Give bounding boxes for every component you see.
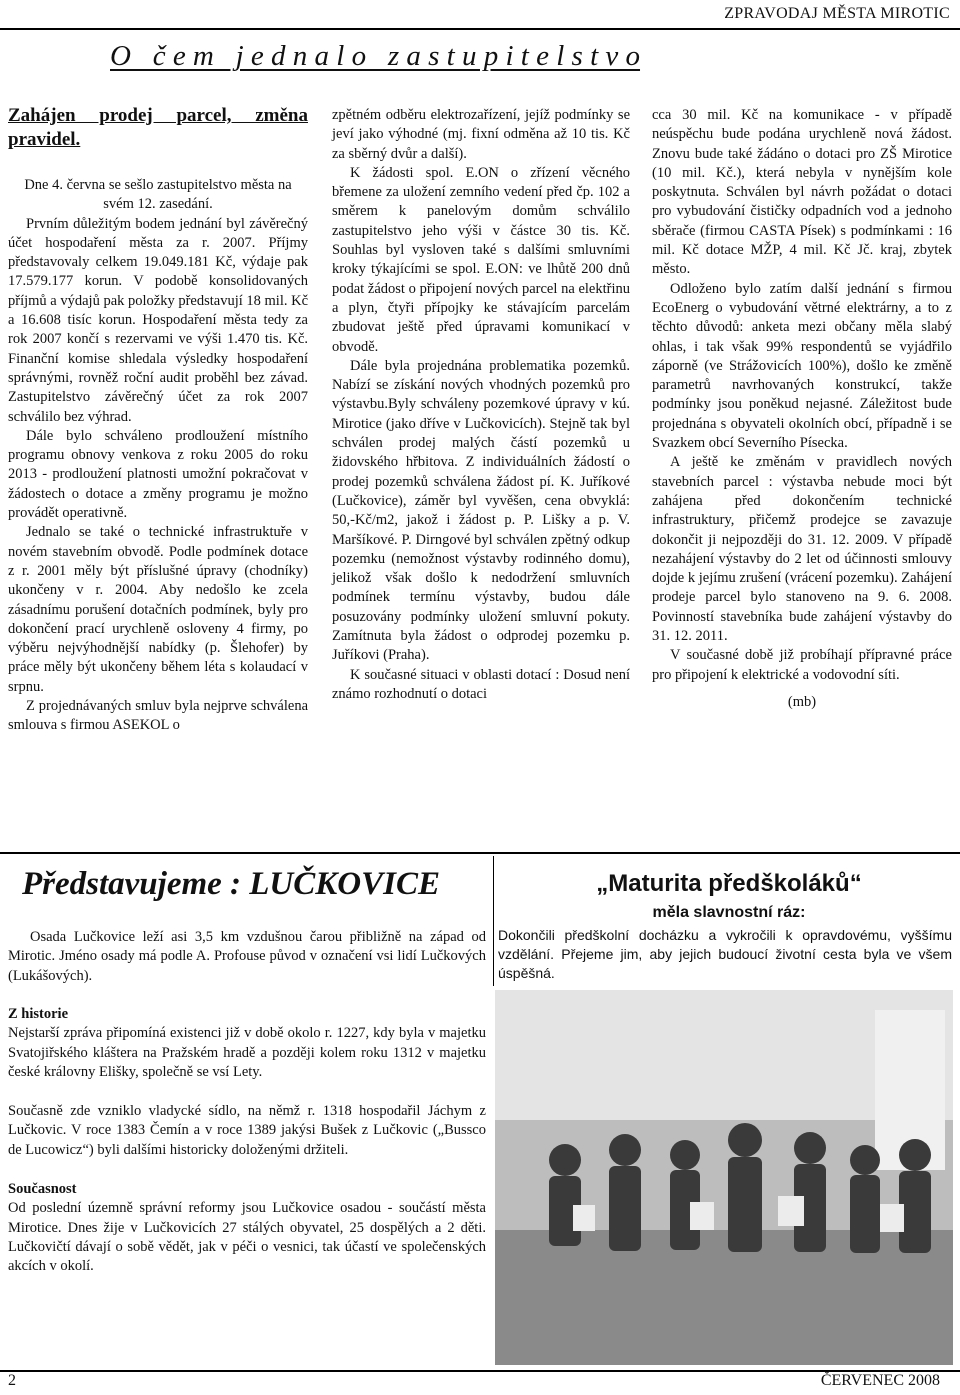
article1-col1 (8, 104, 308, 736)
article2-intro: Osada Lučkovice leží asi 3,5 km vzdušnou čarou přibližně na západ od Mirotic. Jméno osady má podle A. Profouse původ v označení vsi lidí Lučkových (Lukášových). (8, 929, 486, 984)
paragraph: zpětném odběru elektrozařízení, jejíž podmínky se jeví jako výhodné (mj. fixní odměna až 10 tis. Kč za sběrný dvůr a další). (332, 107, 630, 162)
article3-title: „Maturita předškoláků“ (596, 870, 862, 897)
section-title: O č e m j e d n a l o z a s t u p i t e l s t v o (110, 40, 641, 72)
issue-date: ČERVENEC 2008 (820, 1372, 940, 1389)
header-rule (0, 28, 960, 30)
paragraph: K žádosti spol. E.ON o zřízení věcného břemene za uložení zemního vedení před čp. 102 a směrem k panelovým domům schválilo zastupitelstvo jeho výši v částce 30 tis. Kč. Souhlas byl vysloven také s dalšími smluvními kroky týkajícími se spol. E.ON: ve lhůtě 200 dnů podat žádost o připojení nových parcel na elektřinu a plyn, čtyři přípojky ke stávajícím parcelám zbudovat ještě před úpravami komunikací v obvodě. (332, 164, 630, 355)
paragraph: Jednalo se také o technické infrastruktuře v novém stavebním obvodě. Podle podmínek dotace z r. 2001 měly být příslušné úpravy (chodníky) ukončeny v r. 2004. Aby nedošlo ke zcela zásadnímu porušení dotačních podmínek, byly pro dokončení prací urychleně osloveny 4 firmy, po výběru nejvýhodnější nabídky (p. Šlehofer) by práce měly být ukončeny během léta s kolaudací v srpnu. (8, 524, 308, 695)
article1-col2 (332, 106, 630, 704)
page-number: 2 (8, 1372, 16, 1389)
paragraph: Prvním důležitým bodem jednání byl závěrečný účet hospodaření města za r. 2007. Příjmy představovaly celkem 19.049.181 Kč, výdaje pak 17.579.177 korun. V podobě konsolidovaných příjmů a výdajů pak položky představují 18 mil. Kč a 16.608 tisíc korun. Hospodaření města tedy za rok 2007 končí s rezervami ve výši 1.470 tis. Kč. Finanční komise shledala výsledky hospodaření správnými, rovněž roční audit proběhl bez závad. Zastupitelstvo závěrečný účet za rok 2007 schválilo bez výhrad. (8, 215, 309, 425)
photo-illustration (495, 990, 953, 1365)
newsletter-name: ZPRAVODAJ MĚSTA MIROTIC (724, 5, 950, 22)
article1-title: Zahájen prodej parcel, změna pravidel. (8, 105, 308, 150)
paragraph: Dne 4. června se sešlo zastupitelstvo města na svém 12. zasedání. (24, 177, 292, 213)
article1-col3 (652, 106, 952, 712)
paragraph: cca 30 mil. Kč na komunikace - v případě neúspěchu bude podána urychleně nová žádost. Znovu bude také žádáno o dotaci pro ZŠ Mirotice (10 mil. Kč.), která nebyla v nynějším kole poskytnuta. Schválen byl návrh požádat o dotaci pro vybudování čističky odpadních vod a jednoho sběrače (firmou CASTA Písek) s podmínkami : 16 mil. Kč dotace MŽP, 4 mil. Kč Jč. kraj, zbytek město. (652, 107, 952, 278)
article3-body: Dokončili předškolní docházku a vykročili k opravdovému, vyššímu vzdělání. Přejeme jim, aby jejich budoucí životní cesta byla ve všem úspěšná. (498, 927, 952, 981)
paragraph: Dále byla projednána problematika pozemků. Nabízí se získání nových vhodných pozemků pro výstavbu.Byly schváleny pozemkové úpravy v kú. Mirotice (jako dříve v Lučkovicích). Stejně tak byl schválen prodej malých částí pozemků u židovského hřbitova. Z individuálních žádostí o prodej pozemků schválena žádost pí. K. Juříkové (Lučkovice), záměr byl vyvěšen, cena obvyklá: 50,-Kč/m2, jakož i žádost p. P. Lišky a p. V. Maršíkové. P. Dirngové byl schválen zpětný odkup pozemku (nemožnost výstavby rodinného domu), jelikož však došlo k nedodržení smluvních podmínek termínu výstavby, budou dále posuzovány podmínky uložení smluvní pokuty. Zamítnuta byla žádost o odprodej pozemku p. Juříkovi (Praha). (332, 357, 630, 664)
paragraph: V současné době již probíhají přípravné práce pro připojení k elektrické a vodovodní síti. (652, 647, 952, 683)
history-heading: Z historie (8, 1006, 69, 1022)
column-divider (493, 856, 494, 986)
article2-title: Představujeme : LUČKOVICE (22, 866, 440, 902)
section-divider (0, 852, 960, 854)
paragraph: A ještě ke změnám v pravidlech nových stavebních parcel : výstavba nebude moci být zahájena před dokončením technické infrastruktury, přičemž prodejce se zavazuje dokončit ji nejpozději do 31. 12. 2009. V případě nezahájení výstavby do 2 let od účinnosti smlouvy dojde k jejímu zrušení (vrácení pozemku). Zahájení prodeje parcel bylo stanoveno na 9. 6. 2008. Povinností stavebníka bude zahájení výstavby do 31. 12. 2011. (652, 454, 952, 645)
paragraph: Dále bylo schváleno prodloužení místního programu obnovy venkova z roku 2005 do roku 2013 - prodloužení platnosti umožní pokračovat v žádostech o dotace a změny programu je možno provádět operativně. (8, 427, 308, 522)
article3-subtitle: měla slavnostní ráz: (652, 904, 806, 921)
paragraph: Nejstarší zpráva připomíná existenci již v době okolo r. 1227, kdy byla v majetku Svatojiřského kláštera na Pražském hradě a později kolem roku 1312 v majetku české královny Elišky, společně se vsí Lety. (8, 1025, 486, 1080)
article1-signature: (mb) (787, 693, 817, 710)
children-group-photo (495, 990, 953, 1365)
paragraph: Od poslední územně správní reformy jsou Lučkovice osadou - součástí města Mirotice. Dnes žije v Lučkovicích 27 stálých obyvatel, 25 dospělých a 2 děti. Lučkovičtí dávají o sobě vědět, jak v péči o vesnici, tak účastí ve společenských akcích v okolí. (8, 1200, 486, 1275)
paragraph: Odloženo bylo zatím další jednání s firmou EcoEnerg o vybudování větrné elektrárny, a to z těchto důvodů: anketa mezi občany měla slabý ohlas, i tak však 99% respondentů se vyjádřilo záporně (ve Strážovicích 100%), došlo ke změně parametrů navrhovaných konstrukcí, takže podmínky jsou poněkud nejasné. Záležitost bude projednána s obyvateli okolních obcí, případně i se Svazkem obcí Severního Písecka. (652, 280, 952, 452)
paragraph: K současné situaci v oblasti dotací : Dosud není známo rozhodnutí o dotaci (332, 666, 630, 702)
paragraph: Z projednávaných smluv byla nejprve schválena smlouva s firmou ASEKOL o (8, 698, 308, 734)
present-heading: Současnost (8, 1181, 77, 1198)
paragraph: Současně zde vzniklo vladycké sídlo, na němž r. 1318 hospodařil Jáchym z Lučkovic. V roce 1383 Čemín a v roce 1389 jakýsi Bušek z Lučkovic („Bussco de Lucowicz“) byli dalšími historicky doloženými držiteli. (8, 1103, 486, 1158)
footer-rule (0, 1370, 960, 1372)
